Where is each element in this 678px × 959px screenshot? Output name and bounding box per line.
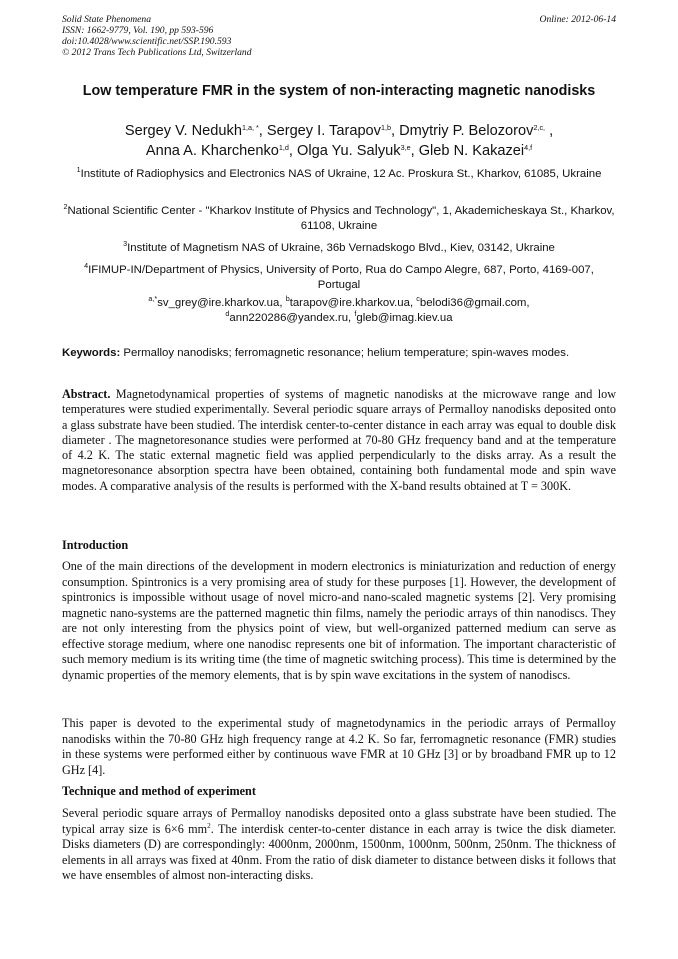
technique-paragraph (62, 806, 616, 884)
intro-paragraph: One of the main directions of the development in modern electronics is miniaturization and reduction of energy consumption. Spintronics is a very promising area of study for these purposes [1]. However, the development of spintronics is impossible without usage of novel micro-and nano-scaled magnetic systems [2]. Very promising magnetic nano-systems are the patterned magnetic thin films, namely the periodic arrays of thin nanodiscs. They are not only interesting from the physics point of view, but well-organized patterned medium can serve as effective storage medium, where one nanodisc represents one bit of information. The important characteristic of such memory medium is its writing time (the time of magnetic switching process). This time is determined by the dynamic properties of the memory elements, that is by spin wave excitations in the system of nanodiscs. (62, 559, 616, 682)
affiliation (62, 204, 616, 235)
unit-superscript: 2 (207, 821, 211, 830)
email: belodi36@gmail.com, (419, 297, 530, 309)
author-affil-sup: 1,d (278, 142, 289, 152)
author-name: Sergey I. Tarapov (266, 123, 381, 139)
keywords (62, 346, 616, 360)
issn-line: ISSN: 1662-9779, Vol. 190, pp 593-596 (62, 25, 214, 36)
doi-line: doi:10.4028/www.scientific.net/SSP.190.593 (62, 36, 232, 47)
author-name: Gleb N. Kakazei (418, 142, 525, 159)
section-heading-introduction: Introduction (62, 538, 129, 552)
author-affil-sup: 3,e (400, 142, 411, 152)
affiliation-number: 4 (84, 261, 89, 270)
author-name: Anna A. Kharchenko (145, 142, 279, 159)
affiliation-number: 3 (123, 239, 128, 248)
email: gleb@imag.kiev.ua (356, 312, 453, 325)
affiliation-text: Institute of Radiophysics and Electronics NAS of Ukraine, 12 Ac. Proskura St., Kharkov, 61085, Ukraine (80, 168, 602, 180)
technique-text: . The interdisk center-to-center distance in each array is twice the disk diameter. Disks diameters (D) are correspondingly: 4000nm, 2000nm, 1500nm, 1000nm, 500nm, 250nm. The thickness of elements in all arrays was fixed at 40nm. From the ratio of disk diameter to distance between disks it follows that we have ensembles of almost non-interacting disks. (62, 821, 617, 882)
journal-name: Solid State Phenomena (62, 14, 151, 25)
email-sup: f (354, 309, 357, 319)
email: ann220286@yandex.ru, (229, 312, 355, 325)
email: tarapov@ire.kharkov.ua, (289, 297, 417, 309)
author-name: Olga Yu. Salyuk (297, 142, 401, 159)
online-date: Online: 2012-06-14 (539, 14, 616, 25)
affiliation-text: IFIMUP-IN/Department of Physics, University of Porto, Rua do Campo Alegre, 687, Porto, 4169-007, Portugal (88, 264, 594, 292)
journal-header (62, 14, 616, 58)
paper-title: Low temperature FMR in the system of non-interacting magnetic nanodisks (82, 83, 596, 99)
technique-text: Several periodic square arrays of Permalloy nanodisks deposited onto a glass substrate have been studied. The typical array size is 6×6 mm (62, 806, 616, 836)
affiliation-text: National Scientific Center - "Kharkov Institute of Physics and Technology", 1, Akademicheskaya St., Kharkov, 61108, Ukraine (67, 205, 615, 233)
affiliation-number: 2 (63, 202, 68, 211)
abstract (62, 387, 616, 494)
author-affil-sup: 2,c, (533, 123, 546, 132)
email-sup: d (225, 309, 230, 319)
abstract-label: Abstract. (62, 387, 111, 401)
author-affil-sup: 1,a, * (241, 123, 259, 132)
author-name: Dmytriy P. Belozorov (399, 123, 534, 139)
affiliation-number: 1 (76, 165, 81, 174)
keywords-text: Permalloy nanodisks; ferromagnetic resonance; helium temperature; spin-waves modes. (123, 347, 570, 359)
email-sup: b (285, 294, 290, 303)
author-name: Sergey V. Nedukh (124, 123, 242, 139)
affiliation (62, 263, 616, 294)
affiliation (62, 167, 616, 182)
affiliation (62, 241, 616, 256)
author-affil-sup: 1,b (380, 123, 391, 132)
email: sv_grey@ire.kharkov.ua, (157, 297, 286, 309)
email-sup: c (416, 294, 420, 303)
keywords-label: Keywords: (62, 347, 121, 359)
email-sup: a,* (148, 294, 158, 303)
copyright-line: © 2012 Trans Tech Publications Ltd, Switzerland (62, 47, 252, 58)
affiliation-text: Institute of Magnetism NAS of Ukraine, 36b Vernadskogo Blvd., Kiev, 03142, Ukraine (127, 242, 555, 254)
author-list: Sergey V. Nedukh$^{1,a, *}$, Sergey I. Tarapov$^{1,b}$, Dmytriy P. Belozorov$^{2,c,}$ , Anna A. Kharchenko$^{1,d}$, Olga Yu. Salyuk$^{3,e}$, Gleb N. Kakazei$^{4,f}$ (124, 123, 554, 159)
section-heading-technique: Technique and method of experiment (62, 784, 256, 798)
email-list (62, 296, 616, 327)
intro-paragraph: This paper is devoted to the experimental study of magnetodynamics in the periodic arrays of Permalloy nanodisks within the 70-80 GHz high frequency range at 4.2 K. So far, ferromagnetic resonance (FMR) studies in these systems were performed either by continuous wave FMR at 10 GHz [3] or by broadband FMR up to 12 GHz [4]. (62, 716, 616, 777)
abstract-text: Magnetodynamical properties of systems of magnetic nanodisks at the microwave range and low temperatures were studied experimentally. Several periodic square arrays of Permalloy nanodisks deposited onto a glass substrate have been studied. The interdisk center-to-center distance in each array was equal to double disk diameter . The magnetoresonance studies were performed at 70-80 GHz frequency band and at the temperature of 4.2 K. The static external magnetic field was applied perpendicularly to the disks array. As a result the magnetoresonance absorption spectra have been obtained, containing both fundamental mode and spin wave modes. A comparative analysis of the results is performed with the X-band results obtained at T = 300K. (62, 387, 617, 493)
author-affil-sup: 4,f (524, 142, 533, 152)
